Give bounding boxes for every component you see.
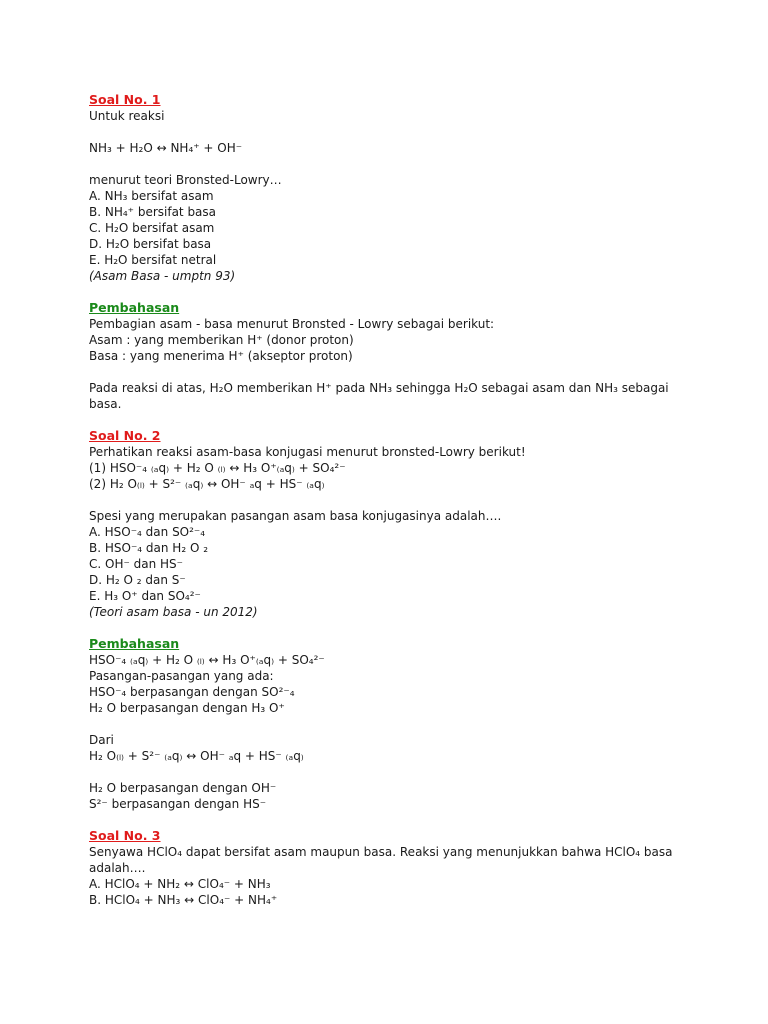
pembahasan-2-line: H₂ O berpasangan dengan H₃ O⁺ [89,701,285,715]
soal-2-question: Spesi yang merupakan pasangan asam basa konjugasinya adalah…. [89,509,502,523]
soal-2-reaction-1: (1) HSO⁻₄ ₍ₐq₎ + H₂ O ₍ₗ₎ ↔ H₃ O⁺₍ₐq₎ + SO₄²⁻ [89,461,346,475]
soal-1-option-b: B. NH₄⁺ bersifat basa [89,205,217,219]
pembahasan-1-conclusion: Pada reaksi di atas, H₂O memberikan H⁺ pada NH₃ sehingga H₂O sebagai asam dan NH₃ sebagai [89,381,669,395]
soal-1-option-e: E. H₂O bersifat netral [89,253,217,267]
pembahasan-1-heading: Pembahasan [89,300,180,315]
soal-2-heading: Soal No. 2 [89,428,161,443]
soal-3-heading: Soal No. 3 [89,828,161,843]
soal-1-intro: Untuk reaksi [89,109,165,123]
soal-1-source: (Asam Basa - umptn 93) [89,269,236,283]
soal-2-option-b: B. HSO⁻₄ dan H₂ O ₂ [89,541,209,555]
soal-1-option-a: A. NH₃ bersifat asam [89,189,214,203]
pembahasan-2-line: Pasangan-pasangan yang ada: [89,669,274,683]
soal-2-reaction-2: (2) H₂ O₍ₗ₎ + S²⁻ ₍ₐq₎ ↔ OH⁻ ₐq + HS⁻ ₍ₐq₎ [89,477,325,491]
pembahasan-1-line: Asam : yang memberikan H⁺ (donor proton) [89,333,354,347]
pembahasan-2-line: H₂ O₍ₗ₎ + S²⁻ ₍ₐq₎ ↔ OH⁻ ₐq + HS⁻ ₍ₐq₎ [89,749,304,763]
soal-2-intro: Perhatikan reaksi asam-basa konjugasi menurut bronsted-Lowry berikut! [89,445,526,459]
pembahasan-1-conclusion-cont: basa. [89,397,122,411]
soal-1-heading: Soal No. 1 [89,92,161,107]
soal-3-intro-cont: adalah…. [89,861,146,875]
document-page [89,92,673,908]
soal-1-option-c: C. H₂O bersifat asam [89,221,215,235]
soal-2-option-d: D. H₂ O ₂ dan S⁻ [89,573,186,587]
pembahasan-2-line: HSO⁻₄ berpasangan dengan SO²⁻₄ [89,685,295,699]
soal-2-option-c: C. OH⁻ dan HS⁻ [89,557,183,571]
pembahasan-2-line: S²⁻ berpasangan dengan HS⁻ [89,797,267,811]
pembahasan-2-line: H₂ O berpasangan dengan OH⁻ [89,781,277,795]
pembahasan-2-line: Dari [89,733,114,747]
soal-3-option-a: A. HClO₄ + NH₂ ↔ ClO₄⁻ + NH₃ [89,877,271,891]
soal-2-option-a: A. HSO⁻₄ dan SO²⁻₄ [89,525,206,539]
pembahasan-1-line: Basa : yang menerima H⁺ (akseptor proton) [89,349,353,363]
pembahasan-1-line: Pembagian asam - basa menurut Bronsted - Lowry sebagai berikut: [89,317,495,331]
soal-1-reaction: NH₃ + H₂O ↔ NH₄⁺ + OH⁻ [89,141,243,155]
pembahasan-2-line: HSO⁻₄ ₍ₐq₎ + H₂ O ₍ₗ₎ ↔ H₃ O⁺₍ₐq₎ + SO₄²⁻ [89,653,325,667]
soal-3-intro: Senyawa HClO₄ dapat bersifat asam maupun basa. Reaksi yang menunjukkan bahwa HClO₄ basa [89,845,673,859]
soal-2-source: (Teori asam basa - un 2012) [89,605,258,619]
soal-2-option-e: E. H₃ O⁺ dan SO₄²⁻ [89,589,201,603]
soal-1-option-d: D. H₂O bersifat basa [89,237,212,251]
soal-1-question: menurut teori Bronsted-Lowry… [89,173,282,187]
pembahasan-2-heading: Pembahasan [89,636,180,651]
soal-3-option-b: B. HClO₄ + NH₃ ↔ ClO₄⁻ + NH₄⁺ [89,893,278,907]
